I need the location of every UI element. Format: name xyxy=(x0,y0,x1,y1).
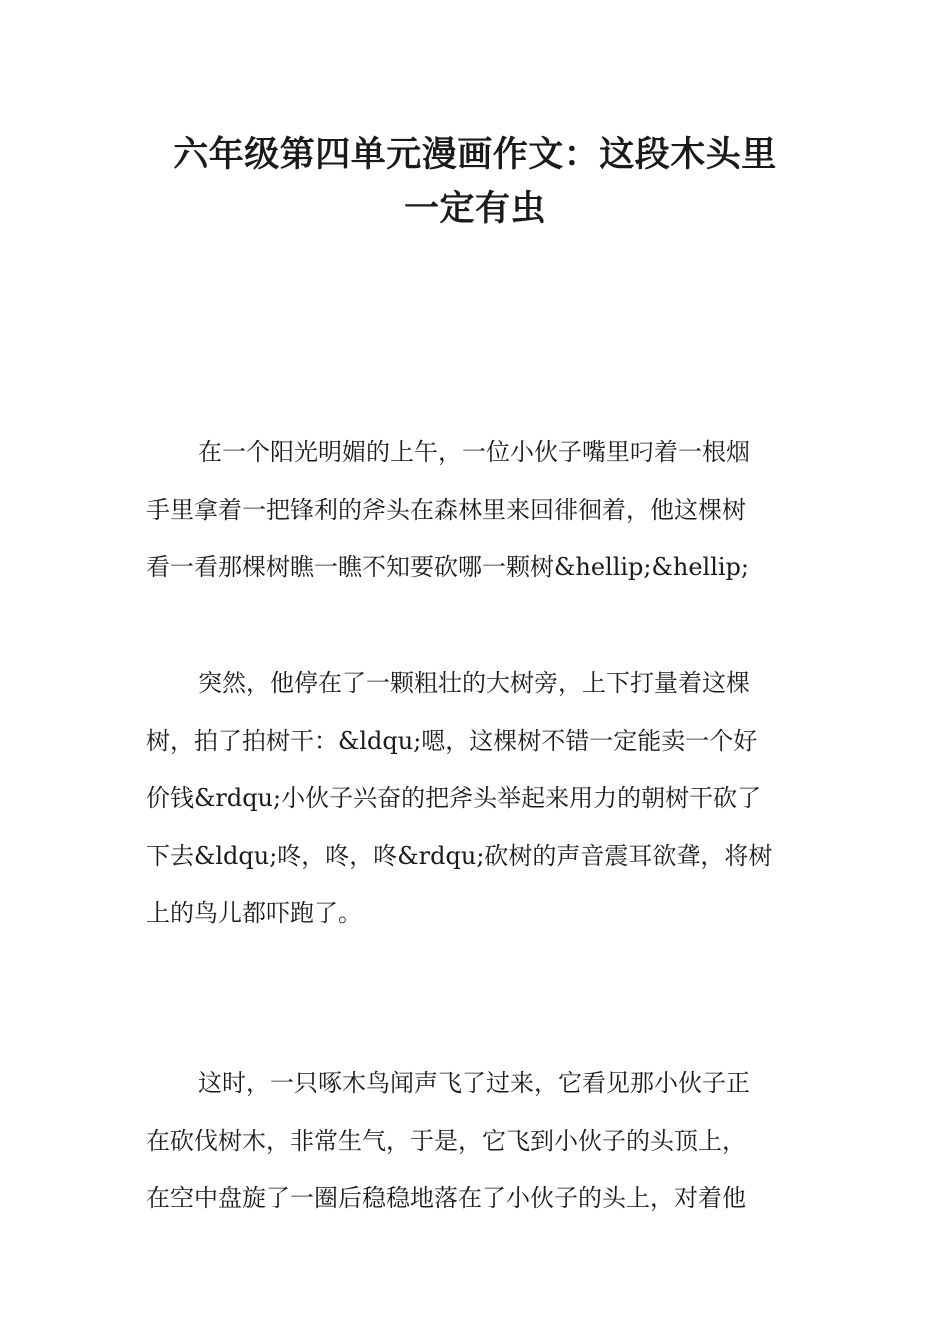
paragraph-line: 树，拍了拍树干：&ldqu;嗯，这棵树不错一定能卖一个好 xyxy=(146,726,758,755)
paragraph-line: 这时，一只啄木鸟闻声飞了过来，它看见那小伙子正 xyxy=(198,1069,750,1097)
document-title xyxy=(120,128,830,236)
paragraph-line: 手里拿着一把锋利的斧头在森林里来回徘徊着，他这棵树 xyxy=(146,495,746,524)
paragraph-line: 上的鸟儿都吓跑了。 xyxy=(146,899,362,927)
paragraph-line: 下去&ldqu;咚，咚，咚&rdqu;砍树的声音震耳欲聋，将树 xyxy=(146,841,773,870)
title-line: 六年级第四单元漫画作文：这段木头里 xyxy=(173,134,777,175)
paragraph-3 xyxy=(146,1055,810,1228)
paragraph-line: 看一看那棵树瞧一瞧不知要砍哪一颗树&hellip;&hellip; xyxy=(146,553,749,581)
paragraph-line: 突然，他停在了一颗粗壮的大树旁，上下打量着这棵 xyxy=(198,669,750,697)
paragraph-line: 在一个阳光明媚的上午，一位小伙子嘴里叼着一根烟 xyxy=(198,438,750,466)
paragraph-2 xyxy=(146,655,810,943)
paragraph-line: 在空中盘旋了一圈后稳稳地落在了小伙子的头上，对着他 xyxy=(146,1184,746,1212)
paragraph-line: 在砍伐树木，非常生气，于是，它飞到小伙子的头顶上， xyxy=(146,1126,746,1155)
title-line: 一定有虫 xyxy=(403,188,546,229)
paragraph-1 xyxy=(146,424,810,597)
paragraph-line: 价钱&rdqu;小伙子兴奋的把斧头举起来用力的朝树干砍了 xyxy=(146,784,762,812)
